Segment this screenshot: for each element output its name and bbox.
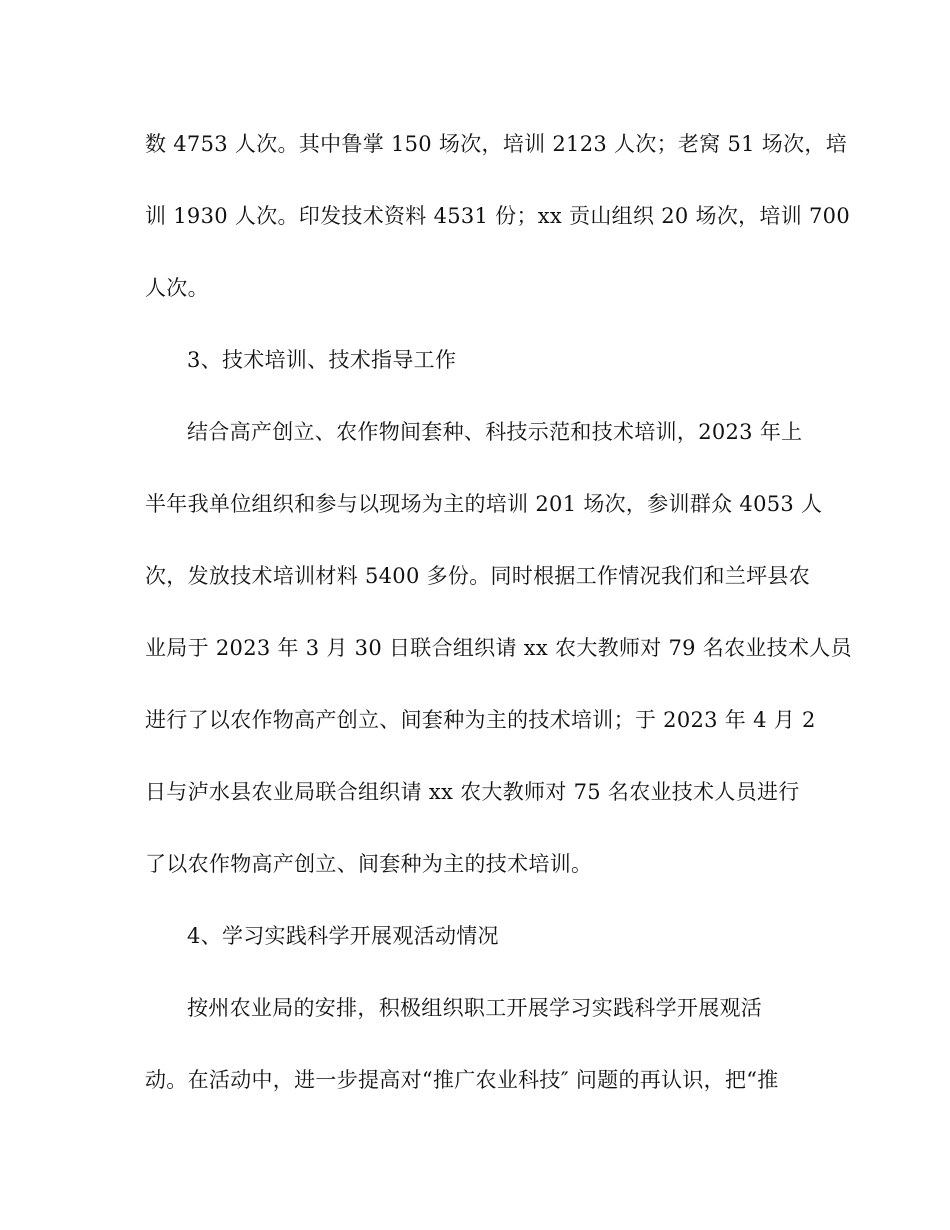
text-line: 了以农作物高产创立、间套种为主的技术培训。 bbox=[145, 852, 593, 876]
text-line: 动。在活动中，进一步提高对“推广农业科技″ 问题的再认识，把“推 bbox=[145, 1068, 779, 1092]
text-line: 业局于 2023 年 3 月 30 日联合组织请 xx 农大教师对 79 名农业技术人员 bbox=[145, 636, 852, 660]
text-line: 半年我单位组织和参与以现场为主的培训 201 场次，参训群众 4053 人 bbox=[145, 492, 823, 516]
text-line: 训 1930 人次。印发技术资料 4531 份；xx 贡山组织 20 场次，培训 700 bbox=[145, 204, 850, 228]
text-line: 进行了以农作物高产创立、间套种为主的技术培训；于 2023 年 4 月 2 bbox=[145, 708, 816, 732]
text-line: 人次。 bbox=[145, 276, 209, 300]
text-line: 日与泸水县农业局联合组织请 xx 农大教师对 75 名农业技术人员进行 bbox=[145, 780, 800, 804]
text-line: 次，发放技术培训材料 5400 多份。同时根据工作情况我们和兰坪县农 bbox=[145, 564, 810, 588]
text-line: 结合高产创立、农作物间套种、科技示范和技术培训，2023 年上 bbox=[187, 420, 803, 444]
text-line: 按州农业局的安排，积极组织职工开展学习实践科学开展观活 bbox=[187, 996, 763, 1020]
section-heading: 3、技术培训、技术指导工作 bbox=[187, 348, 457, 372]
text-line: 数 4753 人次。其中鲁掌 150 场次，培训 2123 人次；老窝 51 场次，培 bbox=[145, 132, 847, 156]
section-heading: 4、学习实践科学开展观活动情况 bbox=[187, 924, 499, 948]
